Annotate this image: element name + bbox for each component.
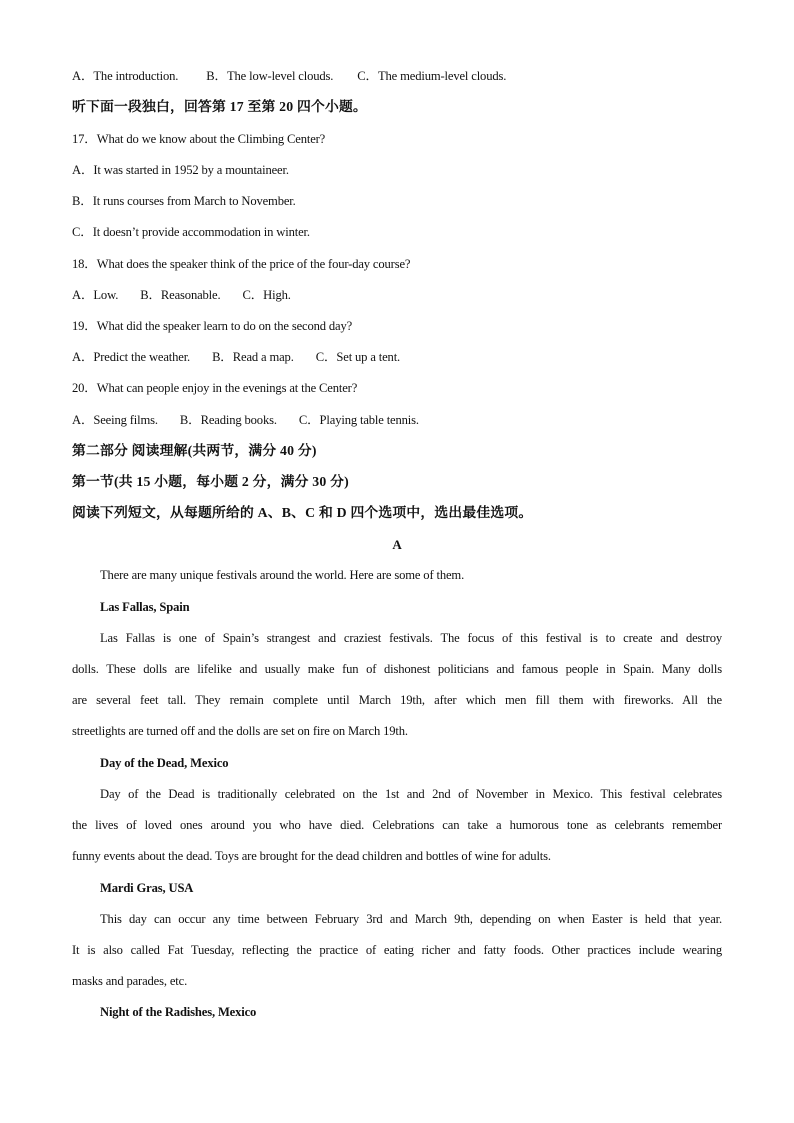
prev-question-options [72,67,722,85]
passage-intro: There are many unique festivals around the world. Here are some of them. [100,568,465,582]
dead-line-1: Day of the Dead is traditionally celebrated on the 1st and 2nd of November in Mexico. This festival celebrates [100,787,722,801]
dead-line-2: the lives of loved ones around you who have died. Celebrations can take a humorous tone as celebrants remember [72,818,722,832]
option-a: A．Seeing films. [72,413,158,427]
question-17-option-c: C．It doesn’t provide accommodation in winter. [72,225,310,239]
fallas-line-1: Las Fallas is one of Spain’s strangest and craziest festivals. The focus of this festival is to create and destroy [100,631,722,645]
fallas-line-3: are several feet tall. They remain complete until March 19th, after which men fill them with fireworks. All the [72,693,722,707]
fallas-line-4: streetlights are turned off and the dolls are set on fire on March 19th. [72,724,408,738]
mardi-line-2: It is also called Fat Tuesday, reflecting the practice of eating richer and fatty foods. Other practices include wearing [72,943,722,957]
option-b: B．Reasonable. [140,288,221,302]
option-a: A．The introduction. [72,69,179,83]
question-18-stem: 18．What does the speaker think of the price of the four-day course? [72,257,411,271]
option-c: C．Playing table tennis. [298,413,419,427]
question-17-option-b: B．It runs courses from March to November. [72,194,296,208]
question-20-stem: 20．What can people enjoy in the evenings at the Center? [72,381,358,395]
option-c: C．High. [242,288,291,302]
mardi-line-1: This day can occur any time between February 3rd and March 9th, depending on when Easter is held that year. [100,912,722,926]
option-b: B．The low-level clouds. [206,69,334,83]
part-two-heading: 第二部分 阅读理解(共两节，满分 40 分) [72,443,317,458]
option-c: C．Set up a tent. [315,350,401,364]
festival-title-las-fallas: Las Fallas, Spain [100,600,190,614]
option-b: B．Reading books. [179,413,277,427]
option-a: A．Predict the weather. [72,350,191,364]
question-19-stem: 19．What did the speaker learn to do on the second day? [72,319,353,333]
section-one-heading: 第一节(共 15 小题，每小题 2 分，满分 30 分) [72,474,349,489]
question-19-options [72,348,722,366]
question-18-options [72,286,722,304]
section-monologue-heading: 听下面一段独白，回答第 17 至第 20 四个小题。 [72,99,367,114]
reading-instructions: 阅读下列短文，从每题所给的 A、B、C 和 D 四个选项中，选出最佳选项。 [72,505,533,520]
festival-title-day-of-the-dead: Day of the Dead, Mexico [100,756,229,770]
festival-title-mardi-gras: Mardi Gras, USA [100,881,194,895]
question-20-options [72,411,722,429]
option-b: B．Read a map. [212,350,294,364]
fallas-line-2: dolls. These dolls are lifelike and usually make fun of dishonest politicians and famous people in Spain. Many dolls [72,662,722,676]
mardi-line-3: masks and parades, etc. [72,974,188,988]
dead-line-3: funny events about the dead. Toys are brought for the dead children and bottles of wine for adults. [72,849,551,863]
festival-title-night-of-the-radishes: Night of the Radishes, Mexico [100,1005,257,1019]
question-17-option-a: A．It was started in 1952 by a mountaineer. [72,163,289,177]
option-a: A．Low. [72,288,119,302]
option-c: C．The medium-level clouds. [357,69,507,83]
question-17-stem: 17．What do we know about the Climbing Center? [72,132,326,146]
passage-letter: A [392,537,402,552]
